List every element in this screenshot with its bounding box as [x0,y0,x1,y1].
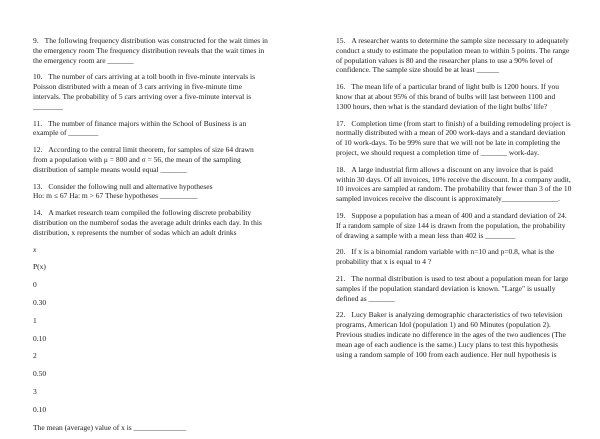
table-row: 0 [33,280,37,290]
table-row: 0.50 [33,369,47,379]
question-text: The following frequency distribution was constructed for the wait times in the emergency room The frequency distribution reveals that the wait times in the emergency room are _______ [33,36,268,65]
question-text: The mean life of a particular brand of light bulb is 1200 hours. If you know that at about 95% of this brand of bulbs will last between 1100 and 1300 hours, then what is the standard deviation of the light bulbs' life? [336,82,560,111]
left-column [33,36,269,439]
question-18 [336,165,572,204]
question-22 [336,310,572,359]
question-number: 21. [336,273,346,283]
question-text: Lucy Baker is analyzing demographic characteristics of two television programs, American Idol (population 1) and 60 Minutes (population 2). Previous studies indicate no difference in the ages of the two audiences (The mean age of each audience is the same.) Lucy plans to test this hypothesis using a random sample of 100 from each audience. Her null hypothesis is [336,310,566,359]
question-number: 17. [336,118,346,128]
question-15 [336,36,572,75]
question-14 [33,208,269,237]
table-x-label: x [33,244,37,254]
question-text: A researcher wants to determine the sample size necessary to adequately conduct a study to estimate the population mean to within 5 points. The range of population values is 80 and the researcher plans to use a 90% level of confidence. The sample size should be at least ______ [336,36,570,75]
question-12 [33,145,269,174]
question-number: 10. [33,72,43,82]
question-number: 16. [336,82,346,92]
question-13 [33,182,269,202]
question-text: The normal distribution is used to test about a population mean for large samples if the population standard deviation is known. "Large" is usually defined as _______ [336,273,569,303]
question-text: Completion time (from start to finish) of a building remodeling project is normally distributed with a mean of 200 work-days and a standard deviation of 10 work-days. To be 99% sure that we will not be late in completing the project, we should request a completion time of _______ work-day. [336,118,571,157]
table-p-label: P(x) [33,262,46,272]
right-column [336,36,572,366]
question-9 [33,36,269,65]
question-number: 20. [336,247,346,257]
question-text: If x is a binomial random variable with n=10 and p=0.8, what is the probability that x is equal to 4 ? [336,247,555,267]
table-row: 0.10 [33,333,47,343]
mean-question: The mean (average) value of x is ______________ [33,422,187,432]
question-17 [336,119,572,158]
question-number: 13. [33,181,43,191]
question-16 [336,82,572,111]
question-number: 9. [33,36,39,45]
question-number: 12. [33,145,43,155]
question-number: 19. [336,210,346,220]
table-row: 1 [33,315,37,325]
question-text: The number of finance majors within the School of Business is an example of ________ [33,118,247,138]
question-number: 11. [33,118,43,128]
question-text: The number of cars arriving at a toll booth in five-minute intervals is Poisson distributed with a mean of 3 cars arriving in five-minute time intervals. The probability of 5 cars arriving over a five-minute interval is ________ [33,72,255,111]
question-text: Consider the following null and alternative hypotheses [48,181,213,191]
question-text: A market research team compiled the following discrete probability distribution on the numberof sodas the average adult drinks each day. In this distribution, x represents the number of sodas which an adult drinks [33,208,262,237]
question-text: A large industrial firm allows a discount on any invoice that is paid within 30 days. Of all invoices, 10% receive the discount. In a company audit, 10 invoices are sampled at random. The probability that fewer than 3 of the 10 sampled invoices receive the discount is approximately_______________. [336,164,572,204]
question-number: 22. [336,310,346,320]
question-number: 18. [336,164,346,174]
table-row: 0.30 [33,297,47,307]
table-row: 0.10 [33,404,47,414]
question-text: According to the central limit theorem, for samples of size 64 drawn from a population with μ = 800 and σ = 56, the mean of the sampling distribution of sample means would equal _______ [33,145,254,174]
question-number: 15. [336,36,346,45]
table-row: 3 [33,386,37,396]
question-21 [336,274,572,303]
question-number: 14. [33,208,43,218]
question-text: Suppose a population has a mean of 400 and a standard deviation of 24. If a random sample of size 144 is drawn from the population, the probability of drawing a sample with a mean less than 402 is ________ [336,210,567,240]
table-row: 2 [33,351,37,361]
question-10 [33,72,269,111]
question-19 [336,211,572,240]
hypotheses-line: Ho: m ≤ 67 Ha: m > 67 These hypotheses __________ [33,191,198,201]
question-20 [336,247,572,267]
question-11 [33,119,269,139]
